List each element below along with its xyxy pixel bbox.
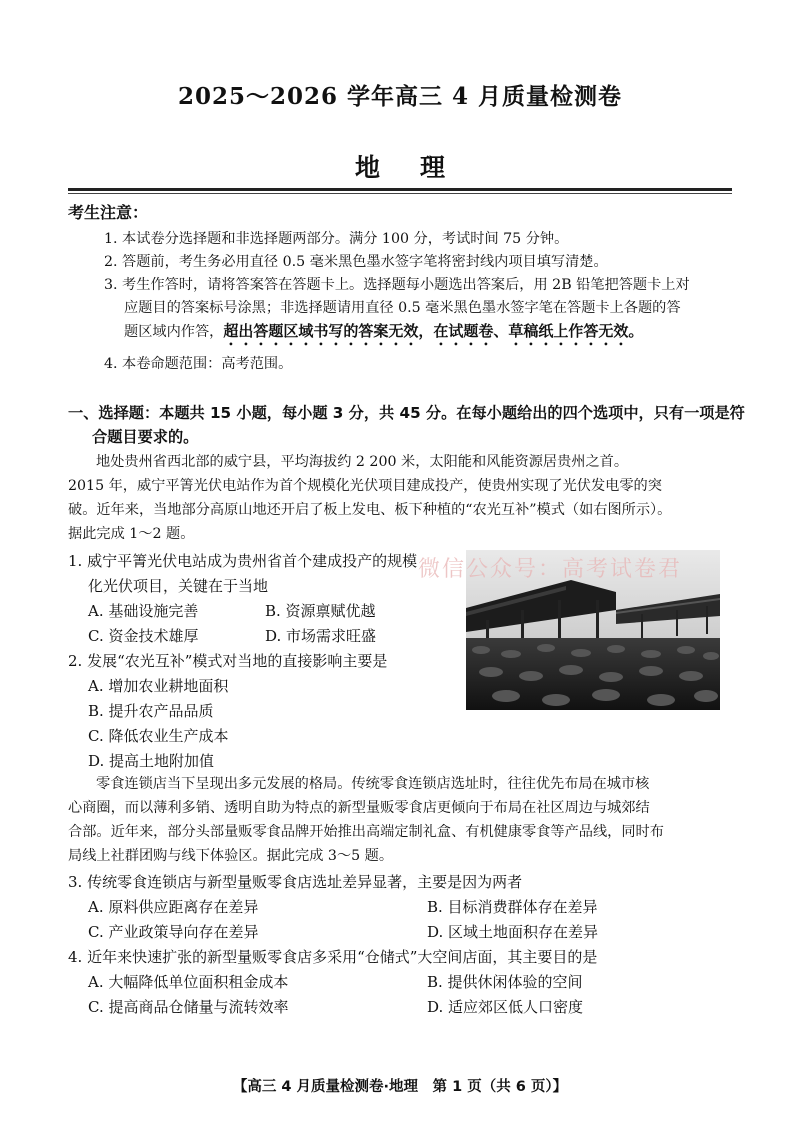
passage-1-line: 破。近年来，当地部分高原山地还开启了板上发电、板下种植的“农光互补”模式（如右图所示）。: [68, 502, 672, 518]
passage-1-line: 据此完成 1～2 题。: [68, 526, 195, 542]
question-4-option-c: C. 提高商品仓储量与流转效率: [88, 998, 289, 1016]
question-3-stem: 3. 传统零食连锁店与新型量贩零食店选址差异显著，主要是因为两者: [68, 873, 523, 891]
question-1-option-a: A. 基础设施完善: [88, 602, 199, 620]
passage-1-line: 地处贵州省西北部的威宁县，平均海拔约 2 200 米，太阳能和风能资源居贵州之首。: [96, 454, 629, 470]
question-2-option-b: B. 提升农产品品质: [88, 702, 214, 720]
question-2-stem: 2. 发展“农光互补”模式对当地的直接影响主要是: [68, 652, 388, 670]
question-1-option-b: B. 资源禀赋优越: [265, 602, 376, 620]
question-3-option-b: B. 目标消费群体存在差异: [427, 898, 598, 916]
notice-item-3-line-2: 应题目的答案标号涂黑；非选择题请用直径 0.5 毫米黑色墨水签字笔在答题卡上各题的答: [124, 300, 681, 316]
header-rule-thick: [68, 188, 732, 191]
question-4-option-a: A. 大幅降低单位面积租金成本: [88, 973, 289, 991]
question-4-stem: 4. 近年来快速扩张的新型量贩零食店多采用“仓储式”大空间店面，其主要目的是: [68, 948, 598, 966]
question-3-option-a: A. 原料供应距离存在差异: [88, 898, 259, 916]
question-4-option-b: B. 提供休闲体验的空间: [427, 973, 583, 991]
notice-item-3-line-1: 3. 考生作答时，请将答案答在答题卡上。选择题每小题选出答案后，用 2B 铅笔把答题卡上对: [104, 277, 690, 293]
question-2-option-d: D. 提高土地附加值: [88, 752, 215, 770]
question-1-option-d: D. 市场需求旺盛: [265, 627, 377, 645]
notice-heading: 考生注意：: [68, 203, 149, 222]
notice-item-4: 4. 本卷命题范围：高考范围。: [104, 356, 293, 372]
question-3-option-c: C. 产业政策导向存在差异: [88, 923, 259, 941]
question-1-stem-line-1: 1. 威宁平箐光伏电站成为贵州省首个建成投产的规模: [68, 552, 418, 570]
question-3-option-d: D. 区域土地面积存在差异: [427, 923, 599, 941]
notice-item-3-line-3-prefix: 题区域内作答，: [124, 324, 224, 340]
notice-item-2: 2. 答题前，考生务必用直径 0.5 毫米黑色墨水签字笔将密封线内项目填写清楚。: [104, 254, 608, 270]
passage-2-line: 合部。近年来，部分头部量贩零食品牌开始推出高端定制礼盒、有机健康零食等产品线，同时布: [68, 824, 664, 840]
question-2-option-a: A. 增加农业耕地面积: [88, 677, 229, 695]
question-1-option-c: C. 资金技术雄厚: [88, 627, 199, 645]
section-1-heading-line-1: 一、选择题：本题共 15 小题，每小题 3 分，共 45 分。在每小题给出的四个选项中，只有一项是符: [68, 404, 745, 422]
question-1-stem-line-2: 化光伏项目，关键在于当地: [88, 577, 269, 595]
passage-2-line: 零食连锁店当下呈现出多元发展的格局。传统零食连锁店选址时，往往优先布局在城市核: [96, 776, 650, 792]
subject-title: 地理: [354, 153, 485, 182]
watermark: 微信公众号：高考试卷君: [418, 557, 683, 582]
exam-title: 2025～2026 学年高三 4 月质量检测卷: [177, 83, 623, 110]
passage-1-line: 2015 年，威宁平箐光伏电站作为首个规模化光伏项目建成投产，使贵州实现了光伏发电零的突: [68, 478, 662, 494]
header-rule-thin: [68, 193, 732, 194]
notice-item-3-line-3: [124, 321, 643, 349]
passage-2-line: 心商圈，而以薄利多销、透明自助为特点的新型量贩零食店更倾向于布局在社区周边与城郊结: [68, 800, 650, 816]
question-4-option-d: D. 适应郊区低人口密度: [427, 998, 584, 1016]
section-1-heading-line-2: 合题目要求的。: [92, 428, 199, 446]
notice-item-1: 1. 本试卷分选择题和非选择题两部分。满分 100 分，考试时间 75 分钟。: [104, 231, 569, 247]
question-2-option-c: C. 降低农业生产成本: [88, 727, 229, 745]
notice-item-3-emphasis: 超出答题区域书写的答案无效，在试题卷、草稿纸上作答无效。: [223, 322, 644, 340]
passage-2-line: 局线上社群团购与线下体验区。据此完成 3～5 题。: [68, 848, 394, 864]
page-footer: 【高三 4 月质量检测卷·地理 第 1 页（共 6 页）】: [232, 1079, 568, 1095]
